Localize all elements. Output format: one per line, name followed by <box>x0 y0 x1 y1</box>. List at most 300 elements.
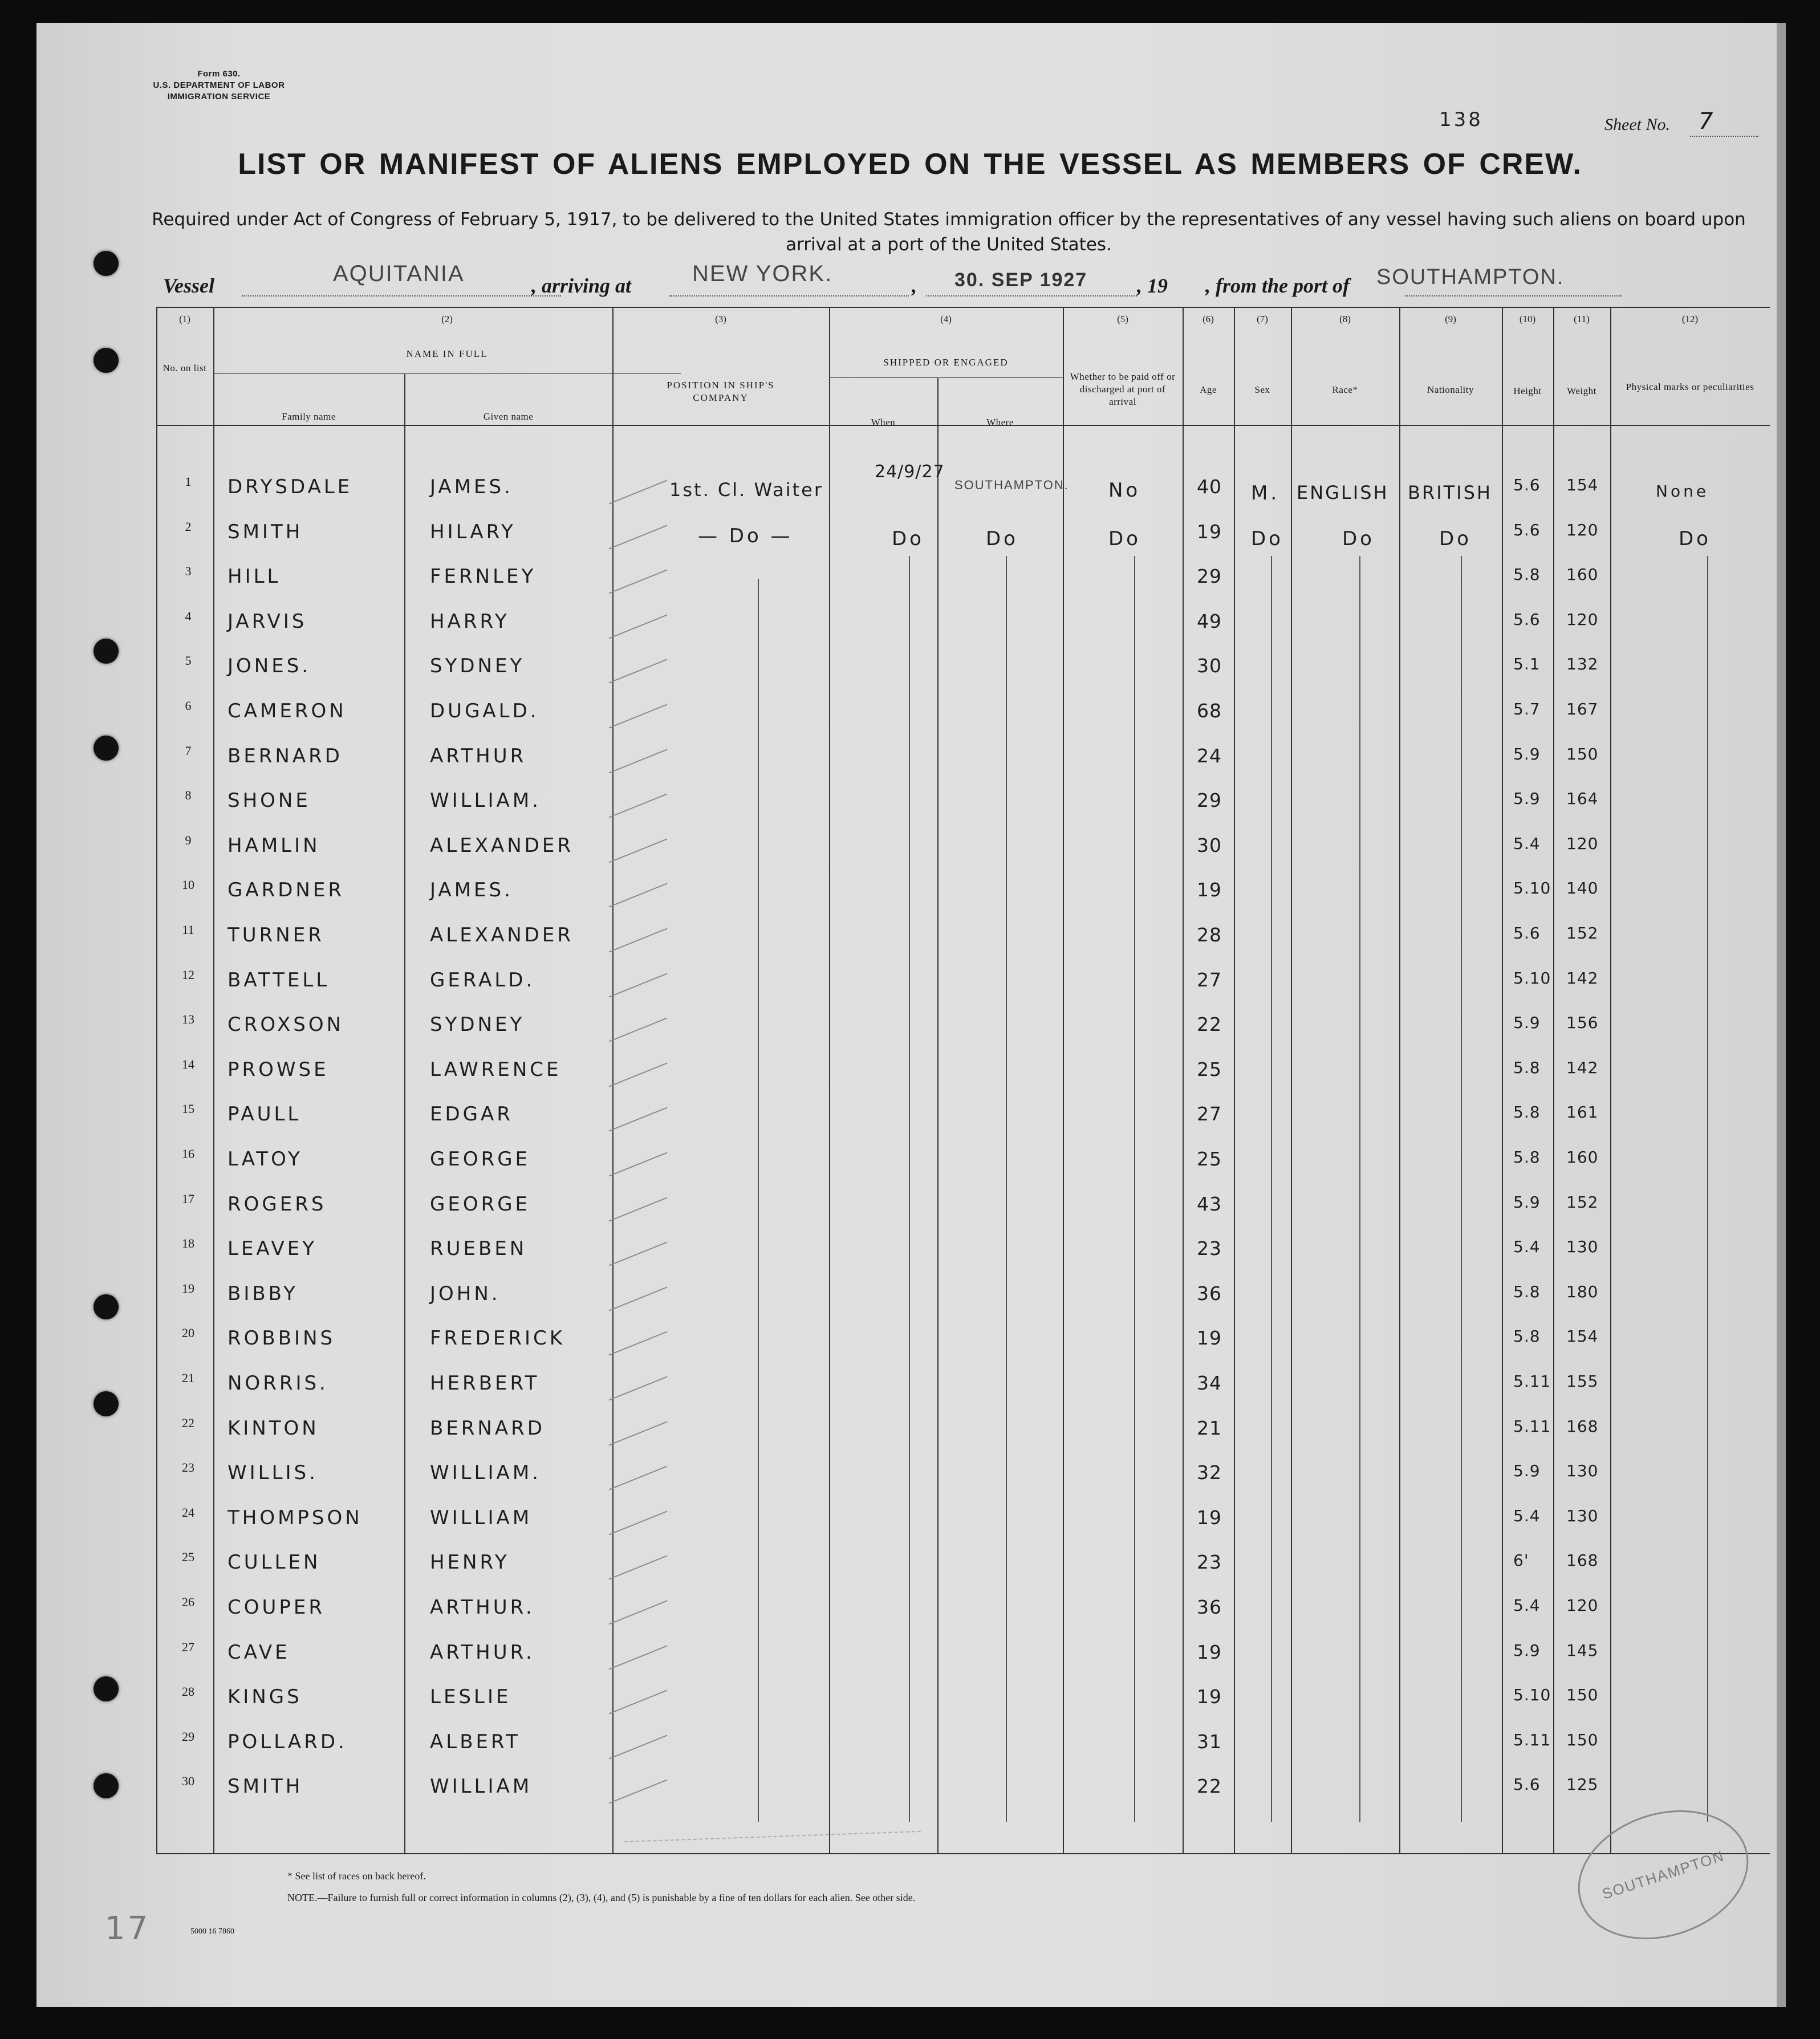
given-name: FERNLEY <box>430 565 537 588</box>
height: 5.10 <box>1513 1685 1551 1705</box>
vessel-name: AQUITANIA <box>333 261 465 286</box>
family-name: SMITH <box>228 1775 303 1798</box>
height: 5.11 <box>1513 1372 1551 1391</box>
family-name: NORRIS. <box>228 1372 328 1395</box>
binder-hole <box>94 348 119 373</box>
row-number: 26 <box>182 1595 194 1609</box>
header-given-name: Given name <box>483 411 534 422</box>
table-row <box>36 514 1777 558</box>
weight: 120 <box>1566 520 1599 539</box>
row-number: 21 <box>182 1371 194 1385</box>
row2-paid-off-ditto: Do <box>1108 527 1141 550</box>
weight: 156 <box>1566 1013 1599 1033</box>
family-name: BATTELL <box>228 968 330 992</box>
age: 68 <box>1197 700 1222 722</box>
col-number: (1) <box>179 314 190 324</box>
given-name: DUGALD. <box>430 700 539 722</box>
given-name: ALEXANDER <box>430 924 574 947</box>
table-top-border <box>156 307 1770 308</box>
check-mark <box>609 1780 668 1804</box>
table-row <box>36 738 1777 782</box>
weight: 120 <box>1566 834 1599 853</box>
header-race: Race* <box>1332 384 1358 395</box>
age: 30 <box>1197 834 1222 856</box>
weight: 130 <box>1566 1461 1599 1481</box>
weight: 125 <box>1566 1775 1599 1794</box>
header-no-on-list: No. on list <box>162 363 207 373</box>
table-row <box>36 648 1777 692</box>
age: 32 <box>1197 1461 1222 1484</box>
sheet-number: 7 <box>1699 108 1713 135</box>
weight: 154 <box>1566 476 1599 494</box>
row-number: 22 <box>182 1415 194 1430</box>
height: 5.6 <box>1513 520 1541 539</box>
weight: 167 <box>1566 700 1599 718</box>
height: 5.4 <box>1513 834 1541 853</box>
col-number: (8) <box>1339 314 1351 324</box>
sheet-label: Sheet No. <box>1604 115 1670 134</box>
table-row <box>36 1051 1777 1096</box>
family-name: JONES. <box>228 655 311 678</box>
header-sex: Sex <box>1254 384 1270 395</box>
check-mark <box>609 794 668 818</box>
header-age: Age <box>1200 384 1217 395</box>
arriving-fill-line <box>669 295 909 296</box>
given-name: HENRY <box>430 1551 510 1574</box>
row-number: 8 <box>185 788 192 803</box>
table-row <box>36 1006 1777 1051</box>
print-code: 5000 16 7860 <box>190 1927 234 1936</box>
given-name: LESLIE <box>430 1685 511 1709</box>
family-name: JARVIS <box>228 610 307 633</box>
header-family-name: Family name <box>282 411 336 422</box>
row-number: 11 <box>182 923 194 937</box>
row-number: 24 <box>182 1505 194 1520</box>
row-number: 20 <box>182 1326 194 1341</box>
port-stamp: SOUTHAMPTON <box>1561 1789 1765 1960</box>
row-number: 14 <box>182 1057 194 1071</box>
header-when: When <box>871 417 896 428</box>
check-mark <box>609 704 668 728</box>
row-number: 17 <box>182 1191 194 1206</box>
given-name: JAMES. <box>430 476 513 498</box>
family-name: HILL <box>228 565 281 588</box>
table-row <box>36 1679 1777 1723</box>
age: 30 <box>1197 655 1222 677</box>
table-row <box>36 693 1777 737</box>
age: 21 <box>1197 1416 1222 1439</box>
family-name: LATOY <box>228 1148 303 1171</box>
row1-position: 1st. Cl. Waiter <box>669 479 823 501</box>
check-mark <box>609 1376 668 1400</box>
header-where: Where <box>986 417 1014 428</box>
table-bottom-border <box>156 1853 1770 1854</box>
given-name: SYDNEY <box>430 1013 525 1037</box>
check-mark <box>609 1421 668 1445</box>
age: 27 <box>1197 968 1222 991</box>
given-name: WILLIAM <box>430 1775 533 1798</box>
row1-paid-off: No <box>1108 479 1141 502</box>
table-row <box>36 1455 1777 1499</box>
col-number: (5) <box>1117 314 1128 324</box>
age: 43 <box>1197 1192 1222 1215</box>
given-name: FREDERICK <box>430 1327 566 1350</box>
weight: 155 <box>1566 1372 1599 1391</box>
height: 5.8 <box>1513 1282 1541 1301</box>
service-name: IMMIGRATION SERVICE <box>167 92 271 101</box>
height: 5.11 <box>1513 1730 1551 1749</box>
table-row <box>36 1365 1777 1410</box>
table-row <box>36 603 1777 648</box>
family-name: KINGS <box>228 1685 302 1709</box>
weight: 152 <box>1566 1192 1599 1212</box>
weight: 120 <box>1566 610 1599 629</box>
height: 5.6 <box>1513 1775 1541 1794</box>
table-row <box>36 1230 1777 1275</box>
check-mark <box>609 838 668 863</box>
row2-marks-ditto: Do <box>1679 527 1711 550</box>
year-label: , 19 <box>1137 274 1168 297</box>
height: 5.8 <box>1513 1058 1541 1077</box>
row2-when-ditto: Do <box>892 527 924 550</box>
given-name: ARTHUR. <box>430 1596 535 1619</box>
sheet-fill-line <box>1690 136 1758 137</box>
height: 5.8 <box>1513 1148 1541 1167</box>
margin-number: 17 <box>105 1910 151 1947</box>
family-name: CULLEN <box>228 1551 321 1574</box>
given-name: WILLIAM. <box>430 1461 541 1485</box>
weight: 180 <box>1566 1282 1599 1301</box>
table-row <box>36 1141 1777 1185</box>
header-height: Height <box>1513 385 1542 396</box>
header-paid-off: Whether to be paid off or discharged at port of arrival <box>1070 371 1176 407</box>
weight: 150 <box>1566 1685 1599 1705</box>
check-mark <box>609 1690 668 1715</box>
check-mark <box>609 525 668 549</box>
row-number: 7 <box>185 743 192 758</box>
table-row <box>36 558 1777 603</box>
row2-race-ditto: Do <box>1342 527 1375 550</box>
arrival-date: 30. SEP 1927 <box>954 269 1088 291</box>
family-name: WILLIS. <box>228 1461 318 1485</box>
row-number: 15 <box>182 1102 194 1116</box>
height: 5.8 <box>1513 1327 1541 1346</box>
footnote-races: * See list of races on back hereof. <box>287 1870 426 1882</box>
check-mark <box>609 1062 668 1087</box>
check-mark <box>609 928 668 952</box>
check-mark <box>609 1018 668 1042</box>
given-name: ALBERT <box>430 1730 521 1753</box>
family-name: TURNER <box>228 924 324 947</box>
row-number: 2 <box>185 519 192 534</box>
height: 5.9 <box>1513 1192 1541 1212</box>
given-name: BERNARD <box>430 1416 545 1440</box>
height: 5.4 <box>1513 1506 1541 1525</box>
header-marks: Physical marks or peculiarities <box>1626 381 1754 392</box>
family-name: PAULL <box>228 1103 302 1126</box>
weight: 160 <box>1566 1148 1599 1167</box>
row2-nationality-ditto: Do <box>1439 527 1472 550</box>
weight: 130 <box>1566 1237 1599 1257</box>
check-mark <box>609 973 668 997</box>
family-name: ROBBINS <box>228 1327 336 1350</box>
check-mark <box>609 1107 668 1132</box>
height: 5.8 <box>1513 565 1541 584</box>
table-row <box>36 1276 1777 1320</box>
manifest-sheet <box>36 23 1786 2007</box>
check-mark <box>609 1645 668 1670</box>
row1-when: 24/9/27 <box>875 462 945 482</box>
table-row <box>36 782 1777 827</box>
height: 5.9 <box>1513 1640 1541 1660</box>
arriving-port: NEW YORK. <box>692 261 833 286</box>
header-name-in-full: NAME IN FULL <box>406 348 488 359</box>
col-number: (4) <box>940 314 952 324</box>
comma-separator: , <box>912 274 917 297</box>
check-mark <box>609 749 668 773</box>
height: 5.11 <box>1513 1416 1551 1436</box>
given-name: ARTHUR. <box>430 1640 535 1664</box>
check-mark <box>609 1555 668 1580</box>
table-row <box>36 962 1777 1006</box>
row2-where-ditto: Do <box>986 527 1018 550</box>
age: 22 <box>1197 1013 1222 1036</box>
page-subtitle: Required under Act of Congress of February 5, 1917, to be delivered to the United States immigration officer by the representatives of any vessel having such aliens on board upon arrival at a port of the United States. <box>152 209 1746 255</box>
height: 5.4 <box>1513 1596 1541 1615</box>
row-number: 1 <box>185 474 192 489</box>
given-name: HARRY <box>430 610 510 633</box>
table-row <box>36 1320 1777 1364</box>
from-label: , from the port of <box>1205 274 1350 297</box>
check-mark <box>609 1242 668 1266</box>
given-name: GEORGE <box>430 1148 531 1171</box>
header-nationality: Nationality <box>1427 384 1474 395</box>
height: 5.6 <box>1513 610 1541 629</box>
given-name: SYDNEY <box>430 655 525 678</box>
height: 5.8 <box>1513 1103 1541 1122</box>
height: 5.1 <box>1513 655 1541 674</box>
check-mark <box>609 1152 668 1176</box>
table-row <box>36 1186 1777 1230</box>
weight: 168 <box>1566 1551 1599 1570</box>
footnote-note: NOTE.—Failure to furnish full or correct information in columns (2), (3), (4), and (5) is punishable by a fine of ten dollars for each alien. See other side. <box>287 1892 916 1903</box>
age: 29 <box>1197 789 1222 812</box>
row-number: 4 <box>185 608 192 623</box>
age: 24 <box>1197 744 1222 767</box>
height: 5.4 <box>1513 1237 1541 1257</box>
given-name: ARTHUR <box>430 744 527 767</box>
given-name: GERALD. <box>430 968 535 992</box>
arriving-label: , arriving at <box>531 274 632 297</box>
weight: 160 <box>1566 565 1599 584</box>
weight: 152 <box>1566 924 1599 943</box>
row-number: 27 <box>182 1639 194 1654</box>
family-name: HAMLIN <box>228 834 320 857</box>
row2-sex-ditto: Do <box>1251 527 1283 550</box>
family-name: THOMPSON <box>228 1506 363 1529</box>
col-number: (9) <box>1445 314 1456 324</box>
family-name: CROXSON <box>228 1013 344 1037</box>
weight: 145 <box>1566 1640 1599 1660</box>
age: 19 <box>1197 520 1222 543</box>
row1-where: SOUTHAMPTON. <box>954 478 1069 492</box>
vessel-fill-line <box>242 295 561 296</box>
given-name: ALEXANDER <box>430 834 574 857</box>
header-shipped-engaged: SHIPPED OR ENGAGED <box>883 357 1009 368</box>
table-row <box>36 827 1777 872</box>
from-fill-line <box>1405 295 1622 296</box>
col-number: (3) <box>715 314 726 324</box>
row-number: 5 <box>185 653 192 668</box>
given-name: WILLIAM <box>430 1506 533 1529</box>
height: 5.7 <box>1513 700 1541 718</box>
table-row <box>36 872 1777 916</box>
row-number: 9 <box>185 832 192 847</box>
age: 49 <box>1197 610 1222 632</box>
check-mark <box>609 1600 668 1624</box>
age: 19 <box>1197 879 1222 901</box>
check-mark <box>609 1197 668 1221</box>
age: 36 <box>1197 1282 1222 1305</box>
weight: 164 <box>1566 789 1599 809</box>
vessel-label: Vessel <box>163 274 214 297</box>
family-name: SHONE <box>228 789 311 813</box>
given-name: JAMES. <box>430 879 513 902</box>
family-name: PROWSE <box>228 1058 329 1081</box>
height: 5.6 <box>1513 476 1541 494</box>
header-weight: Weight <box>1567 385 1596 396</box>
col-number: (12) <box>1681 314 1699 324</box>
age: 31 <box>1197 1730 1222 1753</box>
table-row <box>36 1410 1777 1455</box>
family-name: CAVE <box>228 1640 290 1664</box>
row-number: 23 <box>182 1460 194 1475</box>
table-row <box>36 469 1777 513</box>
family-name: DRYSDALE <box>228 476 353 498</box>
weight: 140 <box>1566 879 1599 898</box>
family-name: POLLARD. <box>228 1730 347 1753</box>
family-name: GARDNER <box>228 879 344 902</box>
row-number: 3 <box>185 564 192 579</box>
weight: 161 <box>1566 1103 1599 1122</box>
family-name: KINTON <box>228 1416 319 1440</box>
check-mark <box>609 570 668 594</box>
col-number: (10) <box>1519 314 1536 324</box>
check-mark <box>609 659 668 684</box>
age: 27 <box>1197 1103 1222 1126</box>
family-name: LEAVEY <box>228 1237 318 1261</box>
row-number: 10 <box>182 878 194 892</box>
from-port: SOUTHAMPTON. <box>1376 265 1565 289</box>
age: 19 <box>1197 1685 1222 1708</box>
table-row <box>36 917 1777 961</box>
age: 40 <box>1197 476 1222 498</box>
check-mark <box>609 1510 668 1535</box>
check-mark <box>609 480 668 504</box>
height: 5.10 <box>1513 968 1551 988</box>
table-row <box>36 1589 1777 1634</box>
col-number: (6) <box>1202 314 1214 324</box>
weight: 130 <box>1566 1506 1599 1525</box>
weight: 150 <box>1566 1730 1599 1749</box>
weight: 168 <box>1566 1416 1599 1436</box>
check-mark <box>609 1286 668 1311</box>
shipped-subheader-rule <box>829 377 1063 378</box>
row-number: 30 <box>182 1774 194 1789</box>
age: 29 <box>1197 565 1222 588</box>
height: 5.10 <box>1513 879 1551 898</box>
given-name: EDGAR <box>430 1103 513 1126</box>
weight: 132 <box>1566 655 1599 674</box>
table-row <box>36 1544 1777 1589</box>
row2-position-ditto: — Do — <box>698 525 793 547</box>
age: 19 <box>1197 1327 1222 1350</box>
check-mark <box>609 883 668 908</box>
header-position: POSITION IN SHIP'S COMPANY <box>667 380 775 403</box>
col-number: (2) <box>441 314 453 324</box>
family-name: CAMERON <box>228 700 347 722</box>
height: 5.9 <box>1513 789 1541 809</box>
department-name: U.S. DEPARTMENT OF LABOR <box>153 80 285 90</box>
table-row <box>36 1500 1777 1544</box>
name-subheader-rule <box>213 373 681 374</box>
weight: 120 <box>1566 1596 1599 1615</box>
age: 25 <box>1197 1148 1222 1170</box>
row1-marks: None <box>1656 482 1709 501</box>
age: 23 <box>1197 1551 1222 1574</box>
row-number: 28 <box>182 1684 194 1699</box>
page-title: LIST OR MANIFEST OF ALIENS EMPLOYED ON THE VESSEL AS MEMBERS OF CREW. <box>238 148 1582 181</box>
height: 5.9 <box>1513 744 1541 763</box>
family-name: SMITH <box>228 520 303 543</box>
given-name: HILARY <box>430 520 516 543</box>
row-number: 6 <box>185 698 192 713</box>
given-name: JOHN. <box>430 1282 501 1305</box>
height: 5.9 <box>1513 1013 1541 1033</box>
family-name: COUPER <box>228 1596 325 1619</box>
weight: 150 <box>1566 744 1599 763</box>
form-number: Form 630. <box>197 69 241 79</box>
weight: 142 <box>1566 968 1599 988</box>
form-metadata <box>122 68 316 103</box>
age: 22 <box>1197 1775 1222 1798</box>
row-number: 19 <box>182 1281 194 1295</box>
age: 28 <box>1197 924 1222 946</box>
age: 19 <box>1197 1506 1222 1529</box>
given-name: WILLIAM. <box>430 789 541 813</box>
row-number: 12 <box>182 967 194 982</box>
table-row <box>36 1634 1777 1679</box>
check-mark <box>609 614 668 639</box>
height: 5.9 <box>1513 1461 1541 1481</box>
given-name: LAWRENCE <box>430 1058 562 1081</box>
age: 34 <box>1197 1372 1222 1394</box>
family-name: BERNARD <box>228 744 343 767</box>
age: 19 <box>1197 1640 1222 1663</box>
given-name: HERBERT <box>430 1372 540 1395</box>
row1-sex: M. <box>1251 482 1280 505</box>
binder-hole <box>94 251 119 276</box>
row1-nationality: BRITISH <box>1408 482 1492 503</box>
row1-race: ENGLISH <box>1297 482 1389 503</box>
check-mark <box>609 1735 668 1759</box>
age: 23 <box>1197 1237 1222 1260</box>
age: 36 <box>1197 1596 1222 1618</box>
weight: 142 <box>1566 1058 1599 1077</box>
row-number: 25 <box>182 1550 194 1565</box>
check-mark <box>609 1331 668 1356</box>
row-number: 13 <box>182 1012 194 1027</box>
